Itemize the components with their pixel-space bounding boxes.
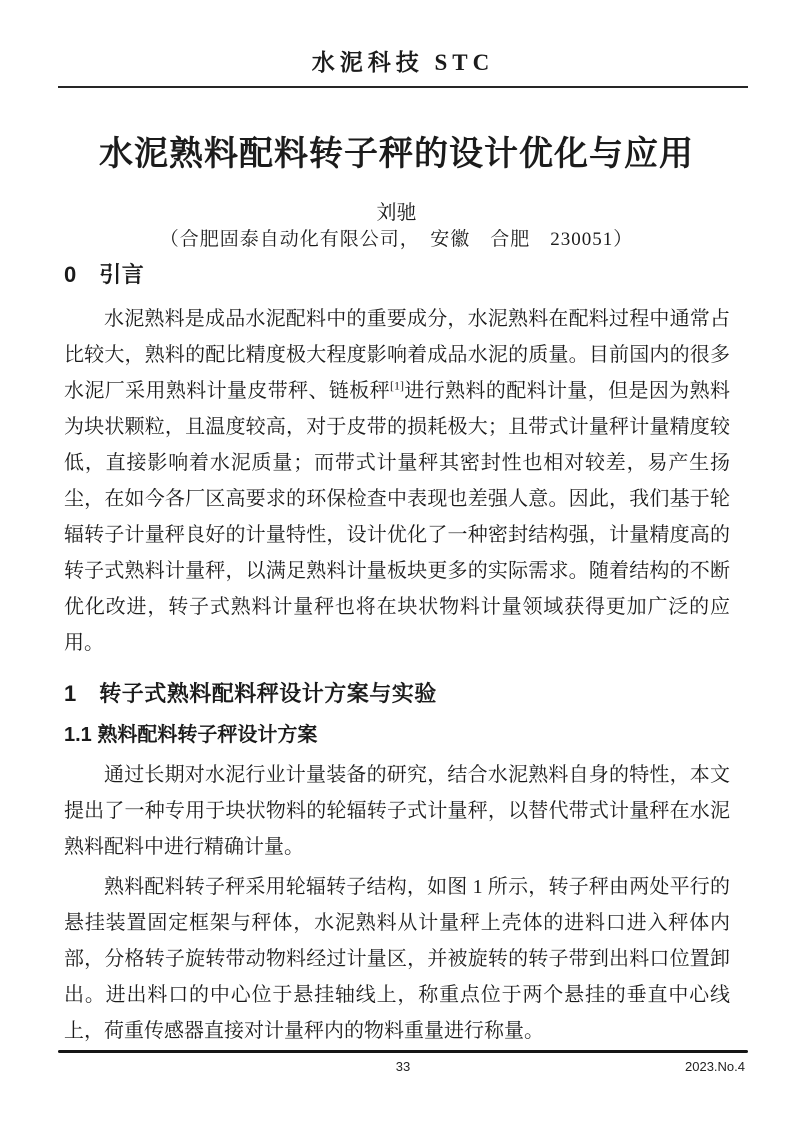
paragraph-segment: 水泥熟料是成品水泥配料中的重要成分，水泥熟料在配料过程中通常占比较大，熟料的配比精度极大程度影响着成品水泥的质量。目前国内的很多水泥厂采用熟料计量皮带秤、链板秤 bbox=[64, 308, 730, 402]
subsection-heading-design-scheme: 1.1 熟料配料转子秤设计方案 bbox=[64, 724, 318, 746]
design-paragraph-2: 熟料配料转子秤采用轮辐转子结构，如图 1 所示，转子秤由两处平行的悬挂装置固定框架与秤体，水泥熟料从计量秤上壳体的进料口进入秤体内部，分格转子旋转带动物料经过计量区，并被旋转的转子带到出料口位置卸出。进出料口的中心位于悬挂轴线上，称重点位于两个悬挂的垂直中心线上，荷重传感器直接对计量秤内的物料重量进行称量。 bbox=[64, 876, 730, 1042]
journal-header bbox=[58, 44, 748, 88]
author-affiliation: （合肥固泰自动化有限公司， 安徽 合肥 230051） bbox=[159, 229, 634, 250]
issue-label: 2023.No.4 bbox=[685, 1059, 745, 1074]
article-title: 水泥熟料配料转子秤的设计优化与应用 bbox=[99, 135, 694, 173]
author-name: 刘驰 bbox=[376, 202, 417, 224]
journal-title: 水泥科技 STC bbox=[311, 50, 495, 75]
section-heading-design-and-experiment: 1 转子式熟料配料秤设计方案与实验 bbox=[64, 681, 437, 706]
page-number: 33 bbox=[395, 1059, 411, 1074]
footer-divider bbox=[58, 1050, 748, 1053]
section-heading-introduction: 0 引言 bbox=[64, 262, 145, 287]
article-body bbox=[64, 258, 730, 1053]
paragraph-segment: 进行熟料的配料计量，但是因为熟料为块状颗粒，且温度较高，对于皮带的损耗极大；且带式计量秤计量精度较低，直接影响着水泥质量；而带式计量秤其密封性也相对较差，易产生扬尘，在如今各厂区高要求的环保检查中表现也差强人意。因此，我们基于轮辐转子计量秤良好的计量特性，设计优化了一种密封结构强，计量精度高的转子式熟料计量秤，以满足熟料计量板块更多的实际需求。随着结构的不断优化改进，转子式熟料计量秤也将在块状物料计量领域获得更加广泛的应用。 bbox=[64, 380, 730, 654]
page-footer bbox=[58, 1059, 748, 1079]
citation-marker: [1] bbox=[390, 378, 404, 393]
introduction-paragraph bbox=[64, 301, 730, 661]
design-paragraph-1: 通过长期对水泥行业计量装备的研究，结合水泥熟料自身的特性，本文提出了一种专用于块状物料的轮辐转子式计量秤，以替代带式计量秤在水泥熟料配料中进行精确计量。 bbox=[64, 764, 730, 858]
